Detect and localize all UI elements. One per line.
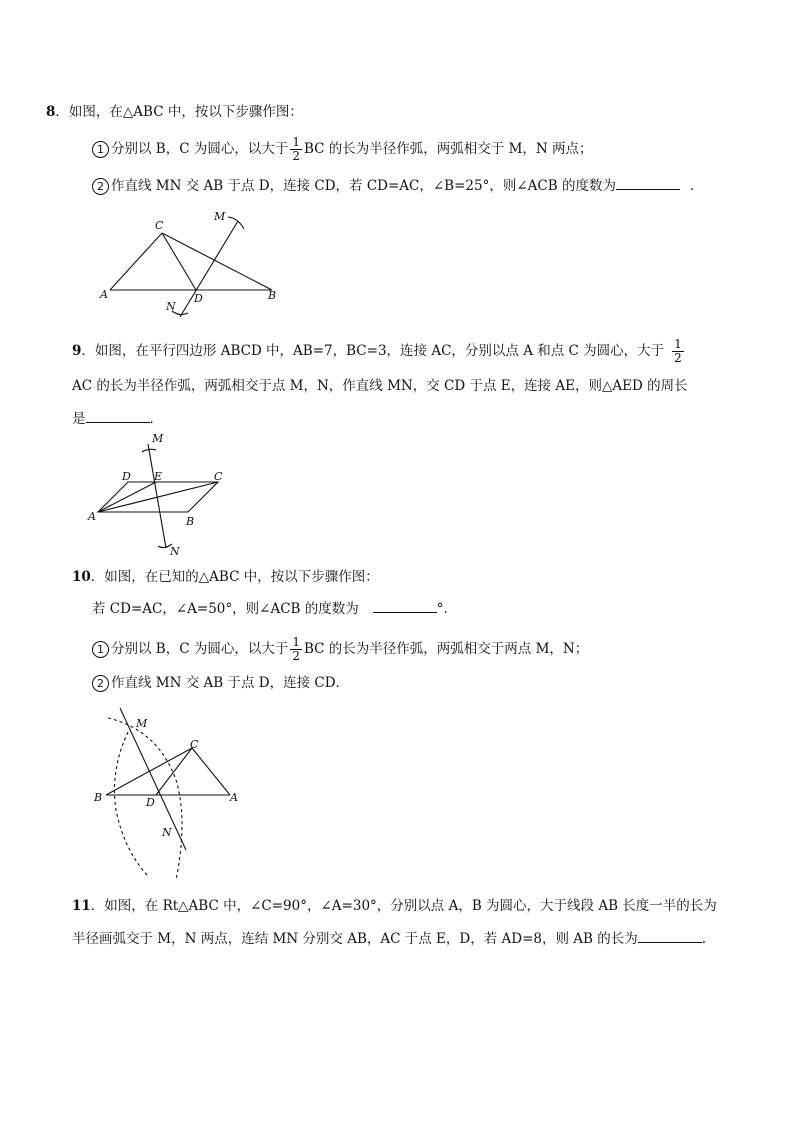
arc-left-dashed [115,732,149,876]
arc-m [228,217,244,229]
fraction-half: $\frac{1}{2}$ [292,135,300,163]
q8-step1 [92,136,593,163]
punctuation: ． [149,411,163,427]
question-text: 若 CD=AC，∠A=50°，则∠ACB 的度数为 [92,601,359,617]
q11-line1 [72,896,717,916]
question-number: 11 [72,898,91,914]
question-text: AC 的长为半径作弧，两弧相交于点 M，N，作直线 MN，交 CD 于点 E，连接 AE，则△AED 的周长 [72,378,688,394]
q8-figure [92,205,292,325]
circled-number-2: 2 [92,178,109,195]
label-m: M [136,717,148,730]
label-m: M [214,210,226,223]
segment-ac [110,233,162,290]
label-n: N [162,826,172,839]
q9-line1 [72,338,686,365]
q8-intro [46,102,303,122]
label-n: N [170,545,180,558]
circled-number-1: 1 [92,641,109,658]
arc-right-dashed [108,718,182,880]
line-mn [180,221,238,317]
punctuation: ． [689,178,704,194]
label-m: M [152,432,164,445]
line-mn [120,708,186,850]
question-number: 8 [46,104,56,120]
label-c: C [190,738,199,751]
label-d: D [122,470,131,483]
label-c: C [155,219,164,232]
answer-blank[interactable] [373,598,437,613]
q10-step1 [92,636,588,663]
question-number: 10 [72,569,91,585]
fraction-half: $\frac{1}{2}$ [292,635,300,663]
fraction-half: $\frac{1}{2}$ [674,337,682,365]
label-n: N [166,300,176,313]
q10-step2 [92,673,349,693]
punctuation: °． [436,601,457,617]
step-text: 作直线 MN 交 AB 于点 D，连接 CD，若 CD=AC，∠B=25°，则∠ACB 的度数为 [111,178,616,194]
step-text: 作直线 MN 交 AB 于点 D，连接 CD． [111,675,350,691]
segment-ae [98,482,156,512]
step-text: BC 的长为半径作弧，两弧相交于两点 M，N； [303,641,589,657]
q10-figure [88,700,258,885]
q8-step2 [92,175,703,196]
label-a: A [100,288,108,301]
q9-line3 [72,408,163,429]
label-b: B [268,289,277,302]
label-a: A [88,510,96,523]
label-b: B [94,791,103,804]
diagonal-ac [98,482,218,512]
question-text: 是 [72,411,86,427]
q9-line2 [72,376,688,396]
circled-number-1: 1 [92,141,109,158]
q10-condition [92,598,457,619]
question-text: 半径画弧交于 M，N 两点，连结 MN 分别交 AB，AC 于点 E，D，若 AD=8，则 AB 的长为 [72,931,638,947]
question-text: ．如图，在△ABC 中，按以下步骤作图： [55,104,303,120]
segment-cd [156,748,192,795]
punctuation: . [701,931,707,947]
label-d: D [194,292,203,305]
q10-intro [72,567,379,587]
label-c: C [214,470,223,483]
label-a: A [230,791,238,804]
label-e: E [154,470,163,483]
step-text: 分别以 B，C 为圆心，以大于 [111,141,289,157]
question-text: ．如图，在已知的△ABC 中，按以下步骤作图： [90,569,379,585]
step-text: 分别以 B，C 为圆心，以大于 [111,641,289,657]
q11-line2 [72,928,706,949]
answer-blank[interactable] [638,928,702,943]
circled-number-2: 2 [92,675,109,692]
label-b: B [186,515,195,528]
question-text: ．如图，在 Rt△ABC 中，∠C=90°，∠A=30°，分别以点 A，B 为圆心，大于线段 AB 长度一半的长为 [90,898,717,914]
question-text: ．如图，在平行四边形 ABCD 中，AB=7，BC=3，连接 AC，分别以点 A 和点 C 为圆心，大于 [81,343,665,359]
q9-figure [86,430,236,560]
label-d: D [146,796,155,809]
answer-blank[interactable] [86,408,150,423]
step-text: BC 的长为半径作弧，两弧相交于 M，N 两点； [303,141,593,157]
answer-blank[interactable] [616,175,680,190]
segment-ca [192,748,230,795]
question-number: 9 [72,343,82,359]
